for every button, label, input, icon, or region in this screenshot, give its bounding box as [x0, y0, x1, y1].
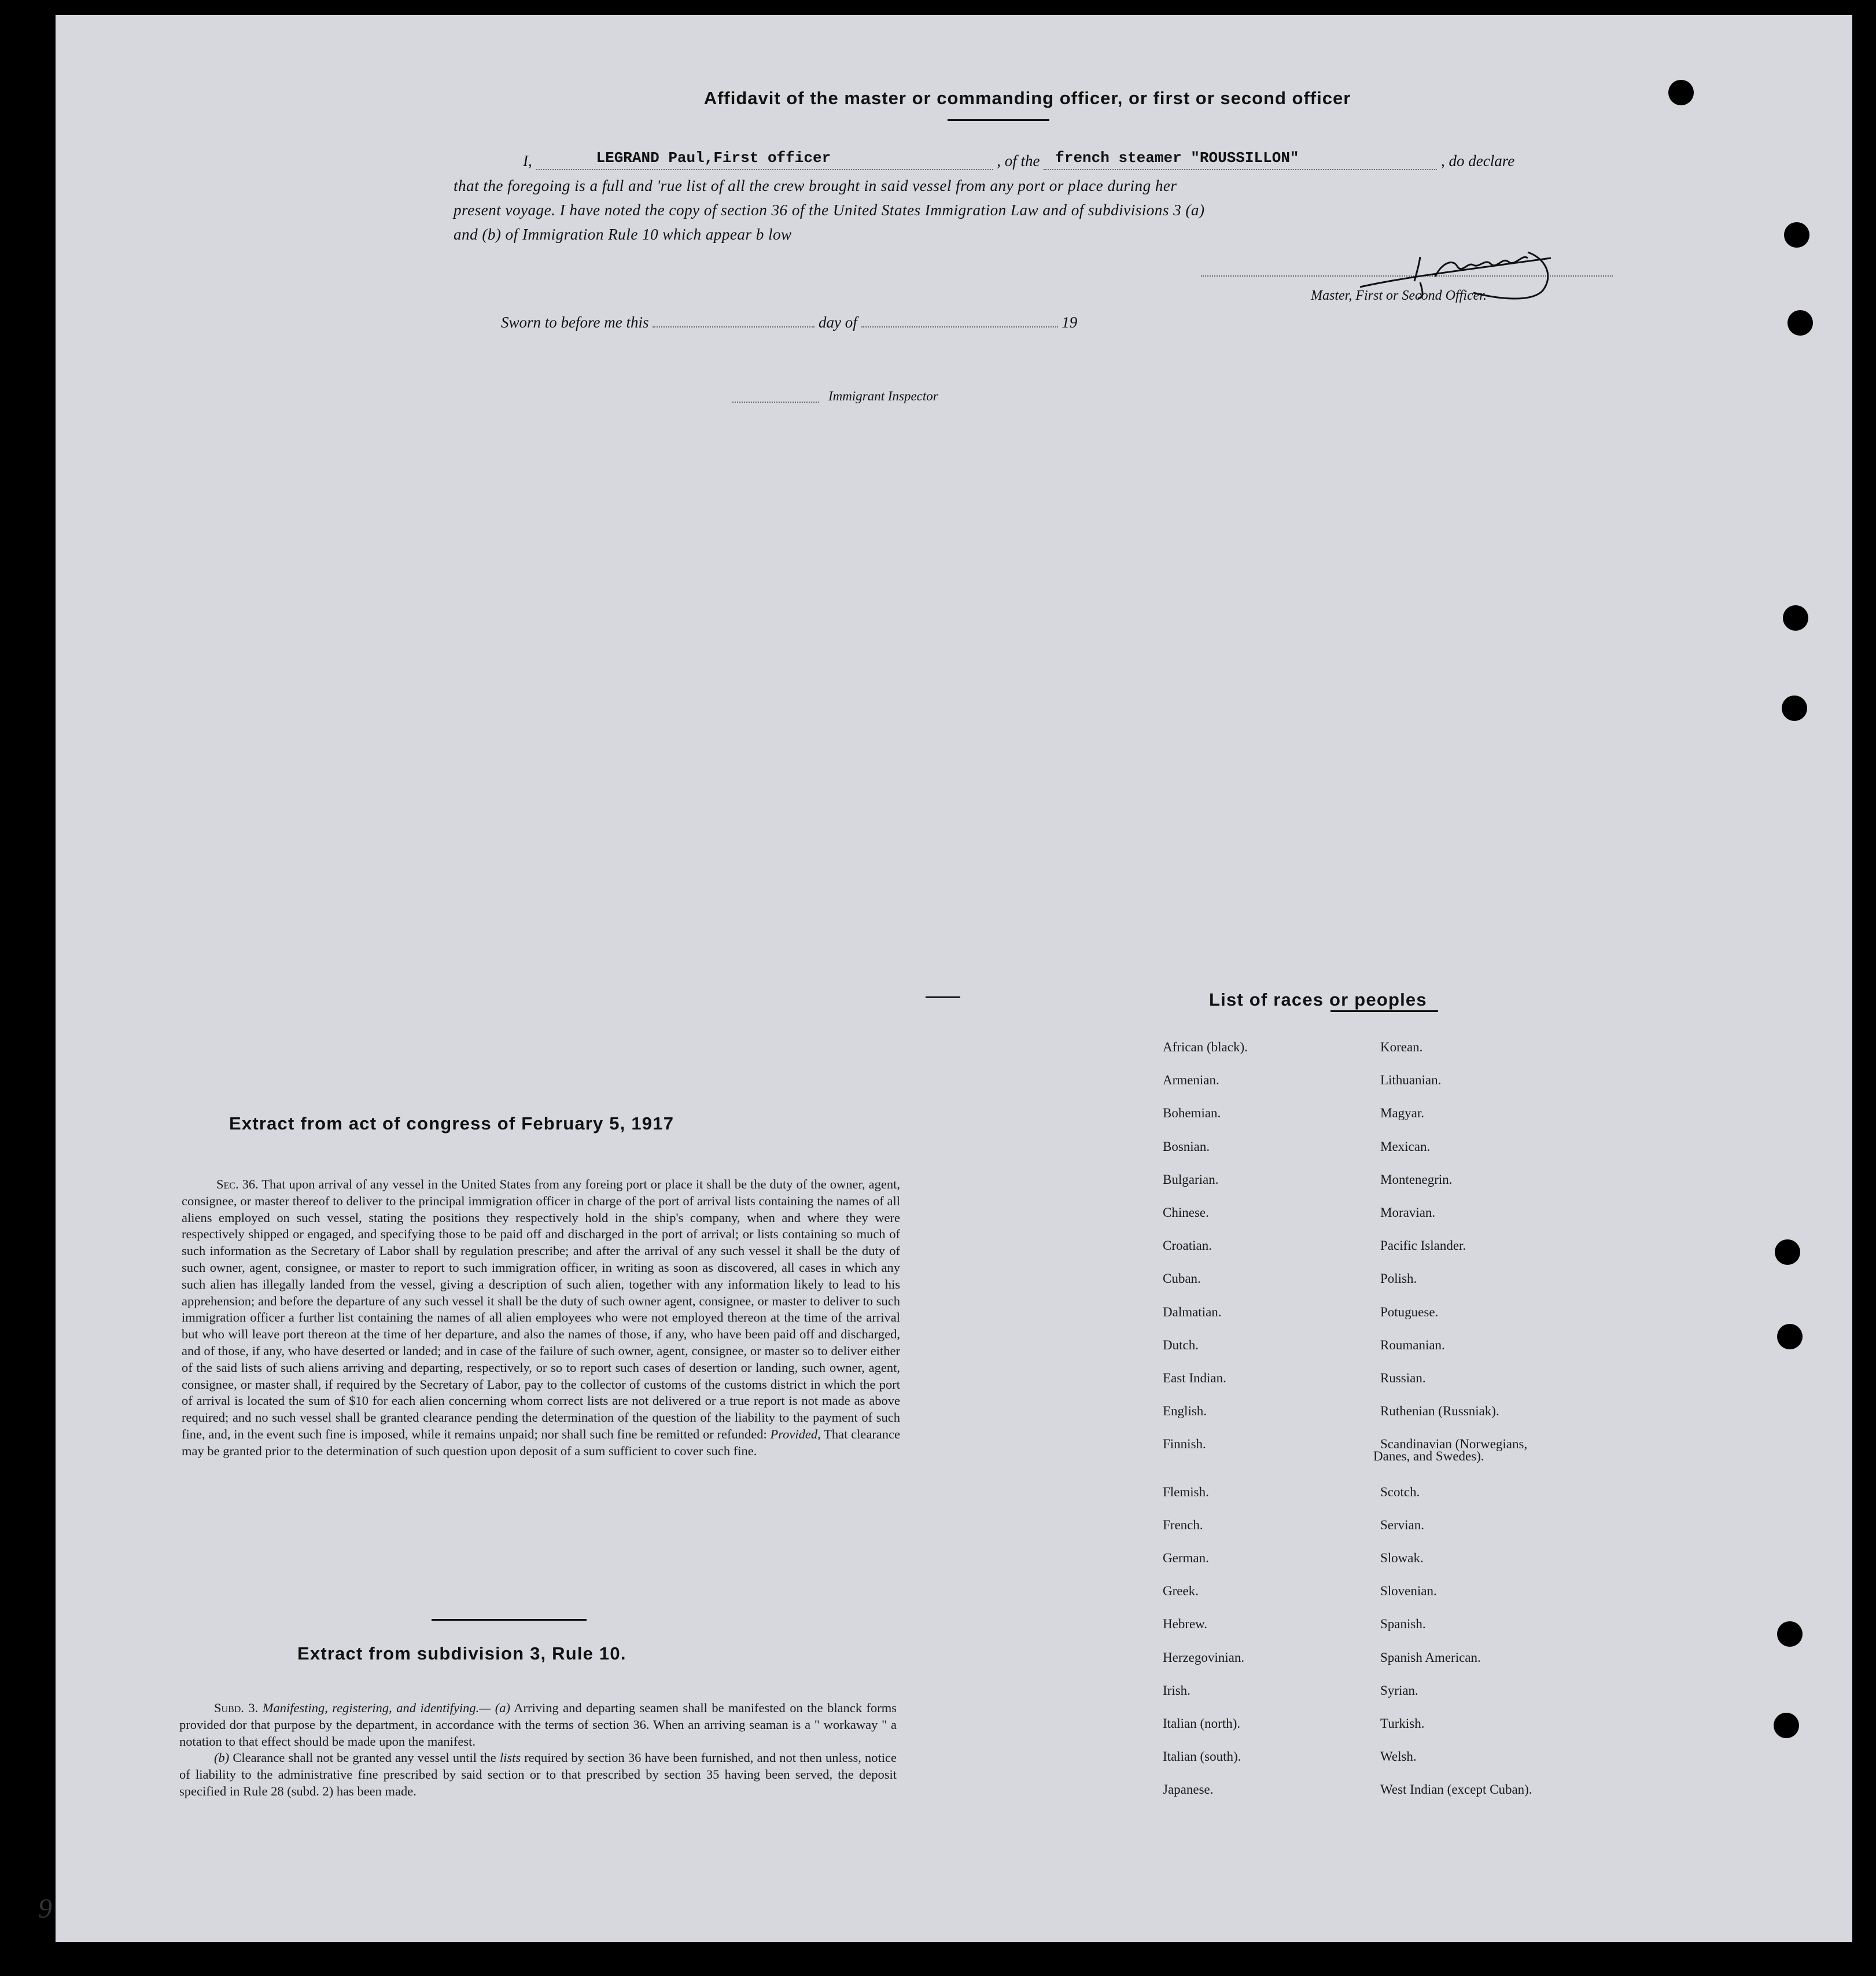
inspector-signature-line	[732, 402, 819, 403]
race-item: German.	[1163, 1551, 1209, 1565]
race-item: Turkish.	[1380, 1716, 1425, 1731]
race-item: Croatian.	[1163, 1238, 1212, 1253]
race-item: Bulgarian.	[1163, 1172, 1219, 1187]
binder-hole	[1783, 605, 1808, 631]
race-item: Ruthenian (Russniak).	[1380, 1404, 1499, 1419]
race-item: Lithuanian.	[1380, 1073, 1442, 1088]
sec-36-text: That upon arrival of any vessel in the United States from any foreing port or place it shall be the duty of the owner, agent, consignee, or master thereof to deliver to the principal immigration officer in charge of the port of arrival lists containing the names of all aliens employed on such vessel, stating the positions they respectively hold in the ship's company, when and where they were respectively shipped or engaged, and specifying those to be paid off and discharged in the port of arrival; or lists containing so much of such information as the Secretary of Labor shall by regulation prescribe; and after the arrival of any such vessel it shall be the duty of such owner, agent, consignee, or master to report to such immigration officer, in writing as soon as discovered, all cases in which any such alien has illegally landed from the vessel, giving a description of such alien, together with any information likely to lead to his apprehension; and before the departure of any such vessel it shall be the duty of such owner agent, consignee, or master to deliver to such immigration officer a further list containing the names of all alien employees who were not employed thereon at the time of the arrival but who will leave port thereon at the time of her departure, and also the names of those, if any, who have been paid off and discharged, and of those, if any, who have deserted or landed; and in case of the failure of such owner, agent, consignee, or master so to deliver either of the said lists of such aliens arriving and departing, respectively, or so to report such cases of desertion or landing, such owner, agent, consignee, or master shall, if required by the Secretary of Labor, pay to the collector of customs of the customs district in which the port of arrival is located the sum of $10 for each alien concerning whom correct lists are not delivered or a true report is not made as above required; and no such vessel shall be granted clearance pending the determination of the question of the liability to the payment of such fine, and, in the event such fine is imposed, while it remains unpaid; nor shall such fine be remitted or refunded:	[182, 1177, 901, 1441]
race-item: Italian (north).	[1163, 1716, 1241, 1731]
binder-hole	[1777, 1621, 1803, 1647]
sec-label: Sec. 36.	[216, 1177, 259, 1191]
race-item: West Indian (except Cuban).	[1380, 1782, 1532, 1797]
race-item: Potuguese.	[1380, 1304, 1439, 1319]
race-item: Mexican.	[1380, 1139, 1431, 1154]
race-item: Flemish.	[1163, 1484, 1209, 1499]
affidavit-line-4: and (b) of Immigration Rule 10 which appear b low	[454, 226, 792, 243]
race-item: Italian (south).	[1163, 1749, 1241, 1764]
sworn-label: Sworn to before me this	[501, 314, 649, 331]
subd-b-label: (b)	[214, 1750, 230, 1765]
race-item: Dalmatian.	[1163, 1304, 1222, 1319]
extract-rule-title: Extract from subdivision 3, Rule 10.	[297, 1643, 626, 1664]
race-item: Bosnian.	[1163, 1139, 1210, 1154]
extract-divider	[432, 1619, 587, 1621]
inspector-label: Immigrant Inspector	[828, 389, 938, 403]
of-the-label: , of the	[997, 152, 1040, 170]
subd-heading: Manifesting, registering, and identifying.—	[262, 1701, 491, 1715]
race-item: African (black).	[1163, 1040, 1248, 1054]
subd-b-lists: lists	[499, 1750, 521, 1765]
sworn-line	[501, 314, 1077, 332]
vessel-field	[1044, 149, 1437, 170]
name-field	[536, 149, 993, 170]
affidavit-line-2: that the foregoing is a full and 'rue list of all the crew brought in said vessel from any port or place during her	[454, 177, 1177, 194]
binder-hole	[1787, 310, 1813, 336]
extract-act-text	[182, 1176, 900, 1460]
extract-rule-text	[179, 1700, 897, 1800]
race-item: Irish.	[1163, 1683, 1191, 1698]
vessel-name: french steamer "ROUSSILLON"	[1055, 149, 1299, 167]
document-sheet	[38, 15, 1852, 1942]
sec-36-text-end: That clearance may be granted prior to the determination of such question upon deposit of a sum sufficient to cover such fine.	[182, 1426, 901, 1458]
binder-hole	[1777, 1324, 1803, 1349]
race-item: Montenegrin.	[1380, 1172, 1453, 1187]
subd-label: Subd. 3.	[214, 1701, 259, 1715]
subd-b-text-2: required by section 36 have been furnished, and not then unless, notice of liability to the administrative fine prescribed by said section or to that prescribed by section 35 having been served, the deposit specified in Rule 28 (subd. 2) has been made.	[179, 1750, 897, 1798]
race-item: East Indian.	[1163, 1371, 1226, 1385]
races-title: List of races or peoples	[1209, 989, 1427, 1010]
race-item: Slovenian.	[1380, 1584, 1437, 1599]
sworn-month-field	[861, 326, 1058, 328]
race-item: Roumanian.	[1380, 1337, 1445, 1352]
race-item: Bohemian.	[1163, 1106, 1221, 1121]
binder-hole	[1784, 222, 1809, 248]
race-item: English.	[1163, 1404, 1207, 1419]
race-item: Korean.	[1380, 1040, 1423, 1054]
affidavit-line-1	[466, 149, 1612, 170]
binder-hole	[1668, 80, 1694, 105]
race-item: Dutch.	[1163, 1337, 1199, 1352]
declare-label: , do declare	[1441, 152, 1515, 170]
race-item: Servian.	[1380, 1517, 1425, 1532]
race-item: Greek.	[1163, 1584, 1199, 1599]
binder-hole	[1774, 1713, 1799, 1738]
provided-label: Provided,	[770, 1426, 821, 1441]
subd-a-text: Arriving and departing seamen shall be manifested on the blanck forms provided dor that purpose by the department, in accordance with the terms of section 36. When an arriving seaman is a " workaway " a notation to that effect should be made upon the manifest.	[179, 1701, 897, 1749]
race-item: Russian.	[1380, 1371, 1426, 1385]
race-item: Scotch.	[1380, 1484, 1420, 1499]
race-item: Chinese.	[1163, 1205, 1209, 1220]
race-item: Magyar.	[1380, 1106, 1425, 1121]
year-label: 19	[1062, 314, 1078, 331]
signature-label: Master, First or Second Officer.	[1311, 288, 1487, 303]
race-item: Slowak.	[1380, 1551, 1424, 1565]
affidavit-i: I,	[523, 152, 532, 170]
race-item: Spanish.	[1380, 1617, 1426, 1632]
race-item: Japanese.	[1163, 1782, 1214, 1797]
affidavit-title: Affidavit of the master or commanding officer, or first or second officer	[703, 88, 1351, 108]
binder-hole	[1782, 696, 1807, 721]
race-item: Armenian.	[1163, 1073, 1219, 1088]
officer-name: LEGRAND Paul,First officer	[596, 149, 831, 167]
race-item: Syrian.	[1380, 1683, 1418, 1698]
subd-b-text-1: Clearance shall not be granted any vessel until the	[233, 1750, 496, 1765]
race-item: Herzegovinian.	[1163, 1650, 1245, 1665]
race-item: Cuban.	[1163, 1271, 1201, 1286]
race-item: Finnish.	[1163, 1437, 1206, 1452]
binder-hole	[1775, 1239, 1800, 1265]
race-item: Moravian.	[1380, 1205, 1436, 1220]
race-scandinavian-continued: Danes, and Swedes).	[1373, 1449, 1484, 1463]
race-item: Welsh.	[1380, 1749, 1417, 1764]
race-item: French.	[1163, 1517, 1203, 1532]
race-item: Scandinavian (Norwegians,	[1380, 1437, 1528, 1452]
race-item: Polish.	[1380, 1271, 1417, 1286]
margin-mark: 9	[38, 1893, 52, 1924]
sworn-date-field	[653, 326, 814, 328]
race-item: Spanish American.	[1380, 1650, 1481, 1665]
race-item: Hebrew.	[1163, 1617, 1208, 1632]
title-underline	[948, 119, 1049, 121]
day-of-label: day of	[819, 314, 857, 331]
stray-mark	[926, 996, 960, 998]
races-title-underline	[1330, 1010, 1438, 1012]
subd-a-label: (a)	[495, 1701, 511, 1715]
race-item: Pacific Islander.	[1380, 1238, 1466, 1253]
affidavit-line-3: present voyage. I have noted the copy of section 36 of the United States Immigration Law and of subdivisions 3 (a)	[454, 201, 1205, 219]
extract-act-title: Extract from act of congress of February 5, 1917	[229, 1113, 675, 1134]
